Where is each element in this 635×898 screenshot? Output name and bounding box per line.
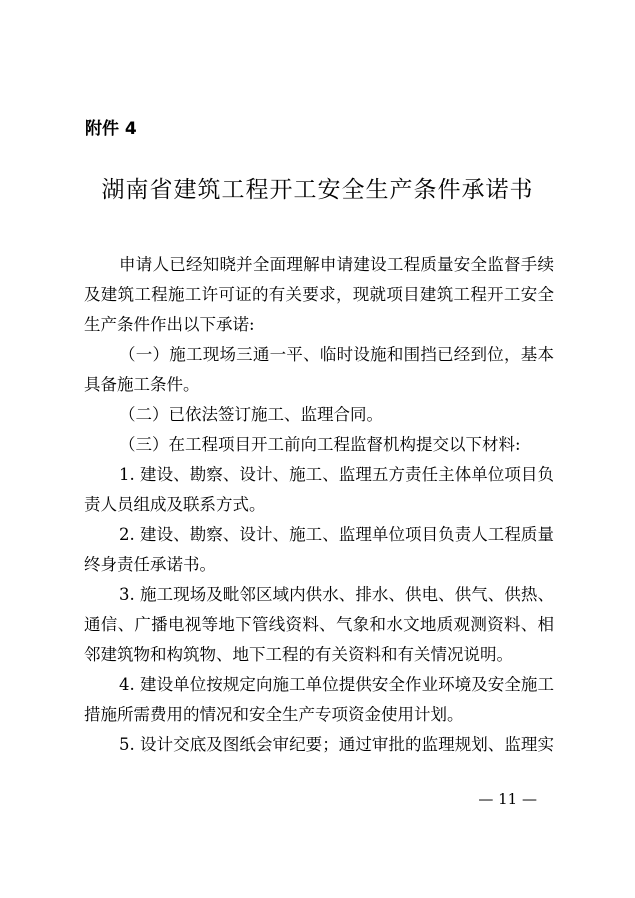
body-line: （三）在工程项目开工前向工程监督机构提交以下材料:	[119, 435, 521, 454]
body-line: 1. 建设、勘察、设计、施工、监理五方责任主体单位项目负	[119, 465, 554, 484]
body-line: （一）施工现场三通一平、临时设施和围挡已经到位，基本	[119, 345, 554, 364]
body-line: 申请人已经知晓并全面理解申请建设工程质量安全监督手续	[119, 255, 554, 274]
body-line: 措施所需费用的情况和安全生产专项资金使用计划。	[84, 705, 464, 724]
body-line: 责人员组成及联系方式。	[84, 495, 266, 514]
body-line: 终身责任承诺书。	[84, 555, 216, 574]
body-line: 2. 建设、勘察、设计、施工、监理单位项目负责人工程质量	[119, 525, 554, 544]
body-line: 及建筑工程施工许可证的有关要求，现就项目建筑工程开工安全	[84, 285, 554, 304]
body-line: 通信、广播电视等地下管线资料、气象和水文地质观测资料、相	[84, 615, 554, 634]
body-line: 4. 建设单位按规定向施工单位提供安全作业环境及安全施工	[119, 675, 554, 694]
page-number: — 11 —	[478, 790, 537, 808]
body-line: 邻建筑物和构筑物、地下工程的有关资料和有关情况说明。	[84, 645, 513, 664]
attachment-label: 附件 4	[85, 119, 137, 139]
body-line: 生产条件作出以下承诺:	[84, 315, 255, 334]
document-title: 湖南省建筑工程开工安全生产条件承诺书	[101, 177, 534, 203]
body-line: 具备施工条件。	[84, 375, 200, 394]
body-line: 5. 设计交底及图纸会审纪要；通过审批的监理规划、监理实	[119, 735, 554, 754]
body-line: （二）已依法签订施工、监理合同。	[119, 405, 383, 424]
document-body	[84, 250, 554, 760]
body-line: 3. 施工现场及毗邻区域内供水、排水、供电、供气、供热、	[119, 585, 554, 604]
